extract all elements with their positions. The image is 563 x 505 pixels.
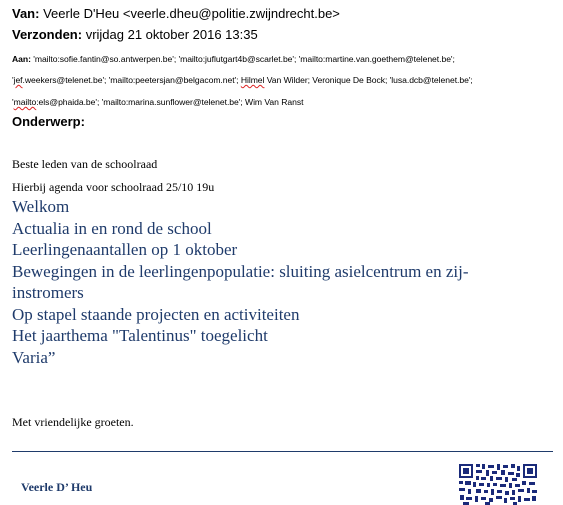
to-recipients-3c: :els@phaida.be'; 'mailto:marina.sunflower@telenet.be'; Wim Van Ranst <box>36 97 304 107</box>
agenda-list <box>12 196 532 368</box>
subject-label: Onderwerp: <box>12 114 85 129</box>
to-recipients-2d: Hilmel <box>240 75 265 85</box>
agenda-item: Het jaarthema "Talentinus" toegelicht <box>12 326 268 345</box>
agenda-item: instromers <box>12 283 84 302</box>
to-line-2 <box>12 75 473 85</box>
sent-value: vrijdag 21 oktober 2016 13:35 <box>85 27 258 42</box>
greeting: Beste leden van de schoolraad <box>12 157 158 171</box>
closing: Met vriendelijke groeten. <box>12 415 134 429</box>
agenda-item: Op stapel staande projecten en activiteiten <box>12 304 300 324</box>
agenda-item: Varia” <box>12 347 56 367</box>
to-line-1 <box>12 54 455 64</box>
signature-name: Veerle D’ Heu <box>21 480 93 494</box>
to-recipients-2a: ' <box>12 75 14 85</box>
to-recipients-3a: ' <box>12 97 14 107</box>
sent-line <box>12 27 258 42</box>
to-recipients-1: 'mailto:sofie.fantin@so.antwerpen.be'; 'mailto:juflutgart4b@scarlet.be'; 'mailto:martine.van.goethem@telenet.be'; <box>33 54 455 64</box>
agenda-item: Bewegingen in de leerlingenpopulatie: sluiting asielcentrum en zij- <box>12 261 469 281</box>
to-recipients-3b: mailto <box>13 97 37 107</box>
agenda-item: Actualia in en rond de school <box>12 218 212 238</box>
from-value: Veerle D'Heu <veerle.dheu@politie.zwijndrecht.be> <box>43 6 340 21</box>
sent-label: Verzonden: <box>12 27 83 42</box>
to-line-3 <box>12 97 303 107</box>
signature-divider <box>12 451 553 452</box>
to-label: Aan: <box>12 54 31 64</box>
to-recipients-2b: jef <box>13 75 23 85</box>
from-label: Van: <box>12 6 40 21</box>
agenda-item: Leerlingenaantallen op 1 oktober <box>12 240 238 259</box>
intro: Hierbij agenda voor schoolraad 25/10 19u <box>12 180 215 194</box>
to-recipients-2c: .weekers@telenet.be'; 'mailto:peetersjan@belgacom.net'; <box>22 75 241 85</box>
from-line <box>12 6 340 21</box>
agenda-item: Welkom <box>12 197 70 216</box>
qr-code-icon <box>458 463 538 505</box>
subject-line <box>12 114 85 129</box>
to-recipients-2e: Van Wilder; Veronique De Bock; 'lusa.dcb@telenet.be'; <box>264 75 473 85</box>
